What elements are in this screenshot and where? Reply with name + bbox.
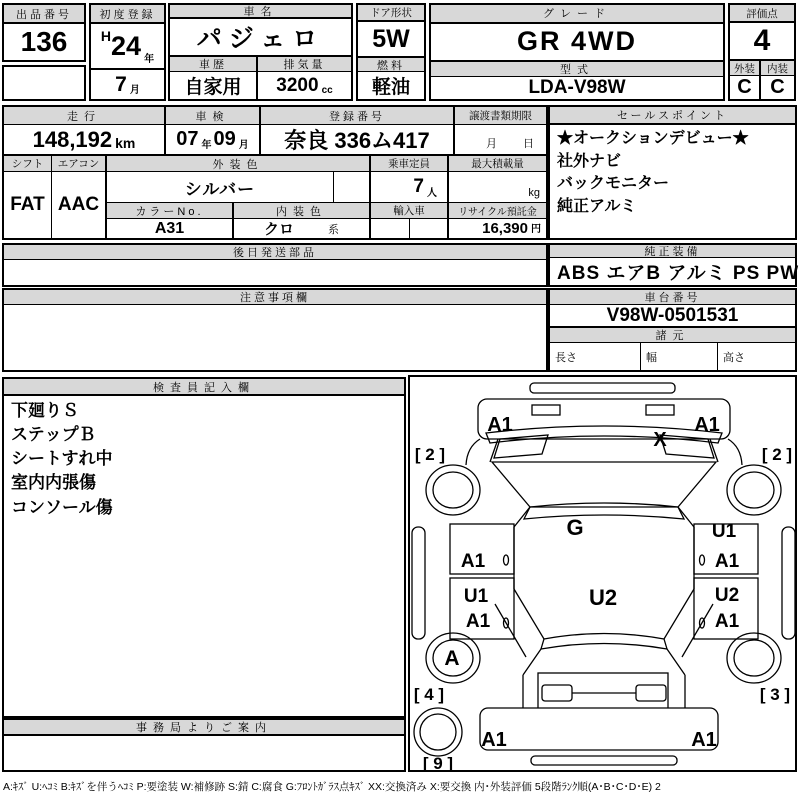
legend-text: A:ｷｽﾞ U:ﾍｺﾐ B:ｷｽﾞを伴うﾍｺﾐ P:要塗装 W:補修跡 S:錆 C:腐食 G:ﾌﾛﾝﾄｶﾞﾗｽ点ｷｽﾞ XX:交換済み X:要交換 内･外装評価 5段階ﾗﾝｸ順(A･B･C･D･E) 2	[3, 781, 661, 793]
sales-points-list	[550, 125, 795, 238]
history-value: 自家用	[184, 77, 242, 98]
damage-label: U2	[714, 585, 740, 606]
aircon-header: エアコン	[52, 156, 107, 172]
inspection-year-unit: 年	[201, 140, 212, 151]
spec-length-label: 長さ	[550, 343, 641, 370]
notes-header: 注意事項欄	[4, 290, 546, 305]
car-diagram-panel	[408, 375, 797, 772]
mileage-number: 148,192	[32, 126, 113, 152]
recycle-header: リサイクル預託金	[449, 203, 546, 219]
car-name-header: 車名	[170, 5, 351, 19]
first-registration-year	[91, 24, 164, 70]
exterior-grade-header: 外装	[730, 61, 759, 76]
equipment-header: 純正装備	[550, 245, 795, 258]
damage-label: A1	[465, 611, 491, 632]
model-header: 型式	[431, 62, 723, 77]
damage-label: A	[444, 647, 460, 670]
damage-label: U1	[463, 586, 489, 607]
grade-box	[429, 3, 725, 101]
color-no-value: A31	[107, 219, 234, 238]
chassis-value: V98W-0501531	[550, 305, 795, 328]
interior-grade-header: 内装	[761, 61, 794, 76]
displacement-header: 排気量	[258, 57, 351, 72]
inspection-month: 09	[213, 128, 236, 150]
spec-height-label: 高さ	[723, 351, 745, 364]
auction-number-empty-box	[2, 65, 86, 101]
damage-label: A1	[481, 729, 507, 751]
fuel-header: 燃料	[358, 58, 424, 72]
first-registration-era: H	[100, 28, 112, 44]
sales-point: ★オークションデビュー★	[557, 130, 749, 147]
damage-label: U1	[711, 521, 737, 542]
inspector-notes-list	[4, 396, 404, 716]
damage-label: A1	[694, 414, 720, 436]
score-box	[728, 3, 796, 101]
equipment-box	[548, 243, 800, 287]
color-no-header: カラーNo.	[107, 203, 234, 219]
transfer-day-placeholder: 日	[523, 138, 534, 150]
recycle-number: 16,390	[482, 220, 528, 237]
later-parts-header: 後日発送部品	[4, 245, 546, 260]
specs-header: 諸元	[550, 328, 795, 343]
interior-grade-value: C	[770, 76, 785, 98]
inspection-year: 07	[176, 128, 199, 150]
import-header: 輸入車	[371, 203, 449, 219]
door-shape-value: 5W	[358, 22, 424, 58]
transfer-month-placeholder: 月	[486, 138, 497, 150]
capacity-unit: 人	[427, 188, 437, 199]
auction-number-value: 136	[20, 26, 68, 57]
score-value: 4	[730, 23, 794, 61]
fuel-value: 軽油	[371, 77, 410, 98]
interior-color-name: クロ	[263, 221, 294, 238]
damage-label: U2	[588, 585, 618, 610]
model-value: LDA-V98W	[528, 77, 626, 98]
recycle-value	[449, 219, 546, 238]
car-windshield-roof	[492, 462, 716, 589]
displacement-value	[258, 72, 351, 99]
spec-width-label: 幅	[641, 343, 718, 370]
sales-points-box	[548, 105, 797, 240]
displacement-unit: cc	[321, 85, 333, 96]
transfer-deadline-value	[455, 125, 546, 156]
mileage-value	[4, 125, 166, 156]
registration-value: 奈良 336ム417	[261, 125, 455, 156]
max-load-header: 最大積載量	[449, 156, 546, 172]
damage-label: G	[566, 515, 584, 540]
first-registration-header: 初度登録	[91, 5, 164, 24]
exterior-color-value: シルバー	[107, 172, 334, 203]
grade-value: GR 4WD	[431, 24, 723, 63]
damage-label: A1	[460, 551, 486, 572]
damage-label: A1	[487, 414, 513, 436]
first-registration-box	[89, 3, 166, 101]
chassis-specs-box	[548, 288, 797, 372]
capacity-value	[371, 172, 449, 203]
recycle-unit: 円	[531, 224, 541, 235]
exterior-color-empty-cell	[334, 172, 371, 203]
first-registration-year-number: 24	[111, 30, 142, 61]
chassis-header: 車台番号	[550, 290, 795, 305]
transfer-deadline-header: 譲渡書類期限	[455, 107, 546, 125]
capacity-number: 7	[413, 176, 424, 197]
first-registration-year-unit: 年	[144, 54, 155, 65]
car-rear-bumper	[480, 708, 718, 765]
sales-point: バックモニター	[557, 175, 670, 193]
inspection-header: 車検	[166, 107, 261, 125]
details-table	[2, 105, 548, 240]
auction-number-header: 出品番号	[4, 5, 84, 24]
damage-label: A1	[691, 729, 717, 751]
car-diagram-svg	[410, 377, 795, 770]
sales-point: 社外ナビ	[557, 152, 622, 170]
office-empty	[4, 736, 404, 770]
damage-label: [ 4 ]	[413, 685, 445, 704]
mileage-unit: km	[115, 135, 136, 151]
capacity-header: 乗車定員	[371, 156, 449, 172]
damage-label: [ 2 ]	[414, 445, 446, 464]
damage-label: [ 3 ]	[759, 685, 791, 704]
door-shape-box	[356, 3, 426, 101]
auction-number-box	[2, 3, 86, 62]
displacement-number: 3200	[276, 74, 319, 96]
damage-label: X	[653, 429, 667, 451]
damage-label: [ 2 ]	[761, 445, 793, 464]
door-shape-header: ドア形状	[358, 5, 424, 22]
equipment-value: ABS エアB アルミ PS PW	[557, 263, 800, 284]
damage-label: A1	[714, 551, 740, 572]
interior-color-value	[234, 219, 371, 238]
mileage-header: 走行	[4, 107, 166, 125]
import-empty-cell-1	[371, 219, 410, 238]
interior-color-suffix: 系	[328, 223, 339, 236]
later-parts-box	[2, 243, 548, 287]
aircon-value: AAC	[52, 172, 107, 238]
exterior-color-header: 外装色	[107, 156, 371, 172]
inspector-note: ステップＢ	[11, 425, 96, 445]
inspection-month-unit: 月	[238, 140, 249, 151]
first-registration-month-unit: 月	[129, 85, 140, 96]
import-empty-cell-2	[410, 219, 449, 238]
inspector-note: コンソール傷	[11, 497, 113, 517]
registration-header: 登録番号	[261, 107, 455, 125]
damage-label: [ 9 ]	[422, 754, 454, 770]
later-parts-empty	[4, 260, 546, 285]
inspector-note: 室内内張傷	[11, 473, 96, 493]
car-name-value: パジェロ	[170, 19, 351, 57]
exterior-grade-value: C	[737, 76, 752, 98]
score-header: 評価点	[730, 5, 794, 23]
inspector-header: 検査員記入欄	[4, 379, 404, 396]
inspection-value	[166, 125, 261, 156]
grade-header: グレード	[431, 5, 723, 24]
office-box	[2, 718, 406, 772]
notes-empty	[4, 305, 546, 370]
inspector-note: シートすれ中	[11, 449, 113, 469]
interior-color-header: 内装色	[234, 203, 371, 219]
office-header: 事務局よりご案内	[4, 720, 404, 736]
notes-box	[2, 288, 548, 372]
sales-point: 純正アルミ	[557, 198, 637, 216]
sales-points-header: セールスポイント	[550, 107, 795, 125]
first-registration-month	[91, 70, 164, 99]
inspector-note: 下廻りＳ	[11, 401, 79, 420]
shift-value: FAT	[4, 172, 52, 238]
inspector-box	[2, 377, 406, 718]
max-load-value	[449, 172, 546, 203]
history-header: 車歴	[170, 57, 256, 72]
car-name-box	[168, 3, 353, 101]
damage-label: A1	[714, 611, 740, 632]
first-registration-month-number: 7	[115, 72, 127, 96]
max-load-unit: kg	[528, 187, 540, 199]
shift-header: シフト	[4, 156, 52, 172]
